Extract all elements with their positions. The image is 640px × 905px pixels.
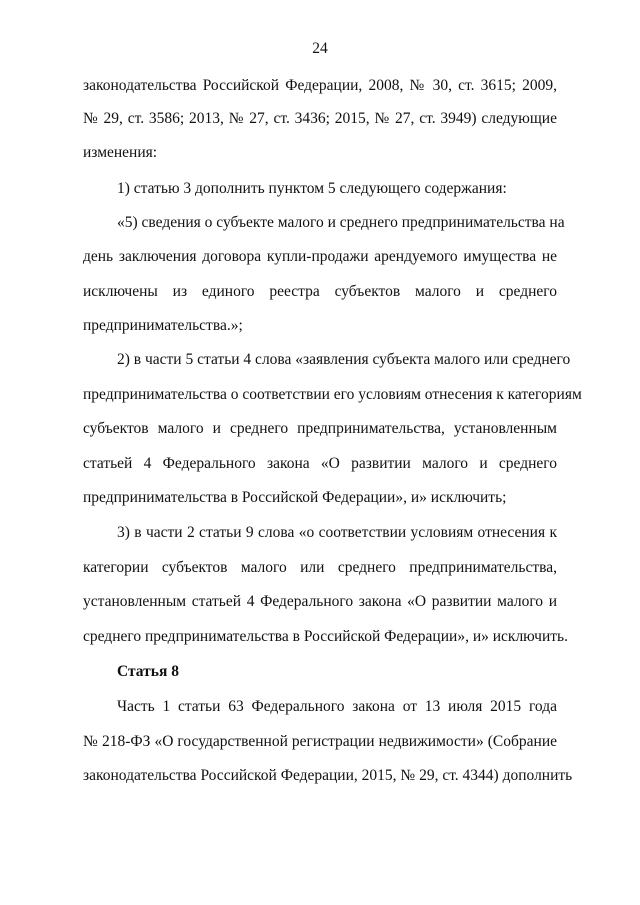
text-line: статьей 4 Федерального закона «О развитии малого и среднего [83, 455, 557, 472]
text-line: изменения: [83, 144, 158, 161]
text-line: предпринимательства.»; [83, 317, 243, 334]
page-number: 24 [312, 40, 328, 57]
text-line: субъектов малого и среднего предпринимательства, установленным [83, 420, 557, 437]
text-line: № 218-ФЗ «О государственной регистрации недвижимости» (Собрание [83, 733, 557, 750]
list-item-1: 1) статью 3 дополнить пунктом 5 следующего содержания: [117, 180, 507, 197]
text-line: среднего предпринимательства в Российской Федерации», и» исключить. [83, 628, 568, 645]
text-line: № 29, ст. 3586; 2013, № 27, ст. 3436; 2015, № 27, ст. 3949) следующие [83, 110, 557, 127]
text-line: предпринимательства о соответствии его условиям отнесения к категориям [83, 386, 582, 403]
article-heading: Статья 8 [117, 663, 179, 680]
text-line: установленным статьей 4 Федерального закона «О развитии малого и [83, 593, 557, 610]
text-line: день заключения договора купли-продажи арендуемого имущества не [83, 248, 557, 265]
text-line: законодательства Российской Федерации, 2015, № 29, ст. 4344) дополнить [83, 767, 573, 784]
text-line: Часть 1 статьи 63 Федерального закона от 13 июля 2015 года [117, 698, 557, 715]
list-item-3: 3) в части 2 статьи 9 слова «о соответствии условиям отнесения к [117, 524, 557, 541]
text-line: предпринимательства в Российской Федерации», и» исключить; [83, 489, 507, 506]
list-item-2: 2) в части 5 статьи 4 слова «заявления субъекта малого или среднего [117, 351, 571, 368]
text-line: исключены из единого реестра субъектов малого и среднего [83, 283, 557, 300]
text-line: категории субъектов малого или среднего предпринимательства, [83, 559, 557, 576]
quote-line: «5) сведения о субъекте малого и среднего предпринимательства на [117, 214, 565, 231]
text-line: законодательства Российской Федерации, 2008, № 30, ст. 3615; 2009, [83, 77, 557, 94]
